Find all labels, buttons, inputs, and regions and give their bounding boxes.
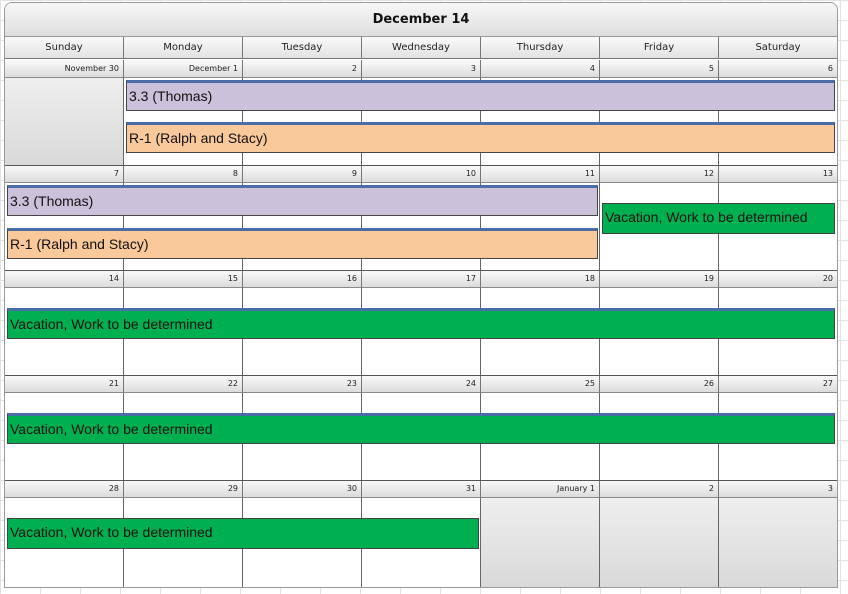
day-number: 24 <box>362 375 481 393</box>
calendar-title: December 14 <box>5 3 837 37</box>
weekday-header-thursday: Thursday <box>481 37 600 59</box>
week-divider <box>5 375 837 376</box>
day-number: January 1 <box>481 480 600 498</box>
day-number: 17 <box>362 270 481 288</box>
calendar-event[interactable]: Vacation, Work to be determined <box>602 203 835 234</box>
calendar-event[interactable]: 3.3 (Thomas) <box>126 80 835 111</box>
calendar-event[interactable]: 3.3 (Thomas) <box>7 185 598 216</box>
calendar <box>4 2 838 588</box>
weekday-header-friday: Friday <box>600 37 719 59</box>
day-number: 27 <box>719 375 837 393</box>
day-number: 30 <box>243 480 362 498</box>
day-number: 7 <box>5 165 124 183</box>
day-number: 29 <box>124 480 243 498</box>
day-number: 16 <box>243 270 362 288</box>
calendar-event[interactable]: Vacation, Work to be determined <box>7 308 835 339</box>
day-number: 20 <box>719 270 837 288</box>
weekday-header-tuesday: Tuesday <box>243 37 362 59</box>
day-number: 23 <box>243 375 362 393</box>
day-number: November 30 <box>5 60 124 78</box>
day-number: 21 <box>5 375 124 393</box>
weekday-header-wednesday: Wednesday <box>362 37 481 59</box>
day-number: 26 <box>600 375 719 393</box>
day-number: 3 <box>719 480 837 498</box>
day-number: 3 <box>362 60 481 78</box>
calendar-event[interactable]: R-1 (Ralph and Stacy) <box>7 228 598 259</box>
day-number: 14 <box>5 270 124 288</box>
day-number: 28 <box>5 480 124 498</box>
day-number: 2 <box>600 480 719 498</box>
calendar-event[interactable]: R-1 (Ralph and Stacy) <box>126 122 835 153</box>
day-number: 22 <box>124 375 243 393</box>
week-divider <box>5 480 837 481</box>
calendar-event[interactable]: Vacation, Work to be determined <box>7 518 479 549</box>
day-number: 2 <box>243 60 362 78</box>
day-number: 18 <box>481 270 600 288</box>
day-number: 6 <box>719 60 837 78</box>
day-number: December 1 <box>124 60 243 78</box>
day-number: 10 <box>362 165 481 183</box>
weekday-header-monday: Monday <box>124 37 243 59</box>
weekday-header-sunday: Sunday <box>5 37 124 59</box>
day-number: 31 <box>362 480 481 498</box>
day-number: 13 <box>719 165 837 183</box>
day-number: 11 <box>481 165 600 183</box>
day-number: 25 <box>481 375 600 393</box>
day-number: 9 <box>243 165 362 183</box>
day-number: 8 <box>124 165 243 183</box>
calendar-event[interactable]: Vacation, Work to be determined <box>7 413 835 444</box>
week-divider <box>5 270 837 271</box>
day-number: 4 <box>481 60 600 78</box>
week-divider <box>5 165 837 166</box>
day-number: 5 <box>600 60 719 78</box>
day-number: 15 <box>124 270 243 288</box>
weekday-header-saturday: Saturday <box>719 37 837 59</box>
day-number: 12 <box>600 165 719 183</box>
day-number: 19 <box>600 270 719 288</box>
